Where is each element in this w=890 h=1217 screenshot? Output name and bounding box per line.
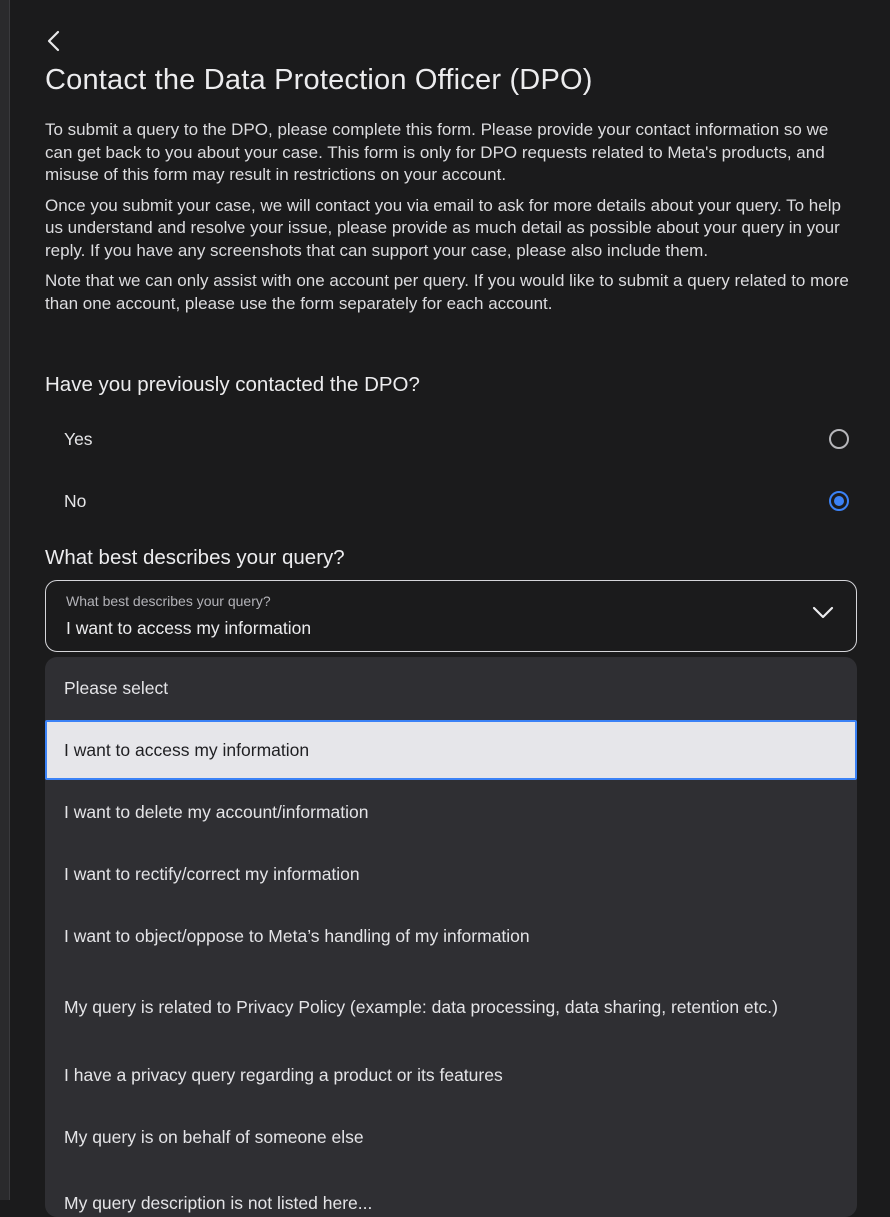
intro-paragraph: Note that we can only assist with one account per query. If you would like to submit a query related to more than one account, please use the form separately for each account. [45, 271, 849, 313]
dropdown-option-privacy-policy[interactable]: My query is related to Privacy Policy (example: data processing, data sharing, retention etc.) [64, 996, 778, 1017]
back-button[interactable] [39, 26, 69, 56]
radio-option-no[interactable] [45, 477, 857, 525]
dropdown-option-please-select[interactable]: Please select [64, 677, 169, 698]
query-type-dropdown-menu [45, 657, 857, 1217]
select-caption: What best describes your query? [66, 593, 271, 609]
chevron-left-icon [46, 30, 62, 52]
dropdown-option-product-features[interactable]: I have a privacy query regarding a product or its features [64, 1064, 503, 1085]
window-edge [0, 0, 10, 1200]
dropdown-option-on-behalf-of-someone[interactable]: My query is on behalf of someone else [64, 1126, 364, 1147]
question-query-type-label: What best describes your query? [45, 546, 345, 569]
radio-option-yes[interactable] [45, 415, 857, 463]
dropdown-option-delete-account[interactable]: I want to delete my account/information [64, 801, 369, 822]
dropdown-option-rectify-information[interactable]: I want to rectify/correct my information [64, 863, 360, 884]
page-title: Contact the Data Protection Officer (DPO) [45, 64, 593, 96]
dropdown-option-object-handling[interactable]: I want to object/oppose to Meta’s handling of my information [64, 925, 530, 946]
dropdown-option-access-information[interactable]: I want to access my information [45, 720, 857, 780]
intro-text [45, 119, 857, 323]
question-previously-contacted-label: Have you previously contacted the DPO? [45, 373, 420, 396]
select-value: I want to access my information [66, 618, 312, 638]
dropdown-option-not-listed[interactable]: My query description is not listed here... [64, 1192, 373, 1213]
query-type-select[interactable] [45, 580, 857, 652]
radio-label: No [64, 490, 87, 511]
chevron-down-icon [812, 605, 834, 619]
intro-paragraph: To submit a query to the DPO, please complete this form. Please provide your contact information so we can get back to you about your case. This form is only for DPO requests related to Meta's products, and misuse of this form may result in restrictions on your account. [45, 120, 829, 184]
radio-button-yes[interactable] [829, 429, 849, 449]
radio-label: Yes [64, 428, 93, 449]
radio-button-no[interactable] [829, 491, 849, 511]
intro-paragraph: Once you submit your case, we will contact you via email to ask for more details about your query. To help us understand and resolve your issue, please provide as much detail as possible about your query in your reply. If you have any screenshots that can support your case, please also include them. [45, 195, 841, 260]
